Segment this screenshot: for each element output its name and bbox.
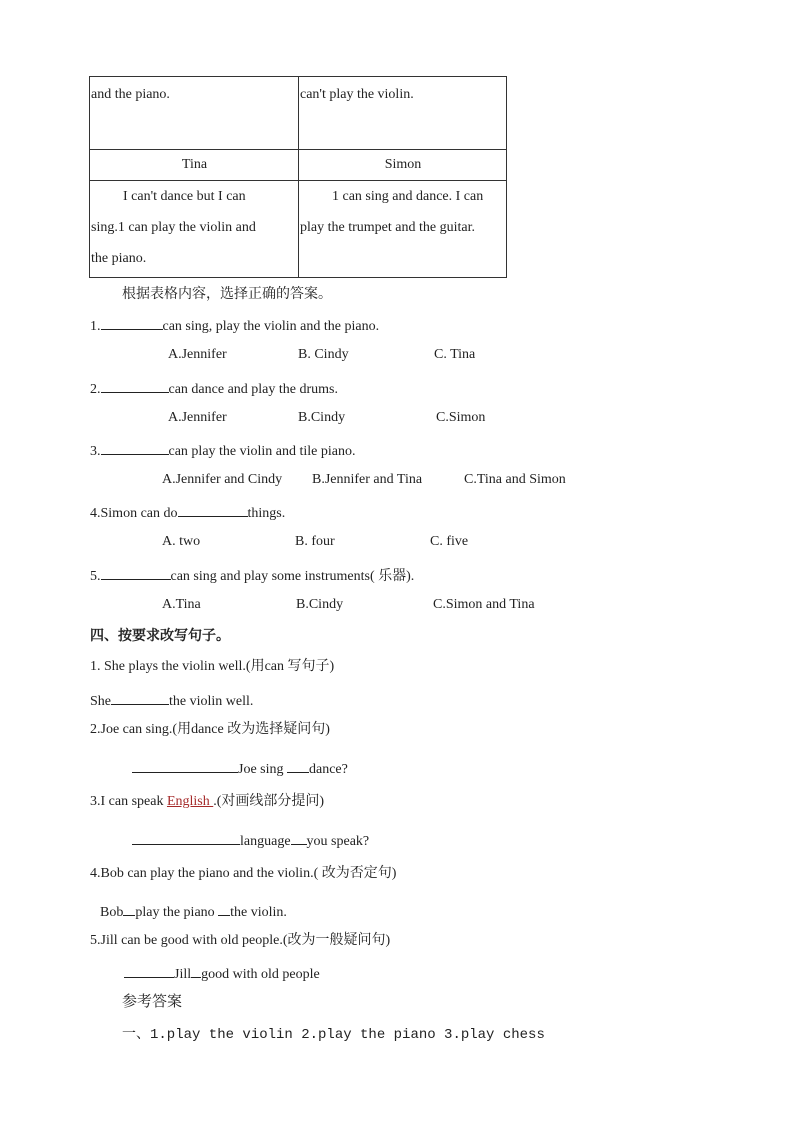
question-5 bbox=[90, 566, 414, 585]
question-3 bbox=[90, 441, 356, 460]
question-number: 1. bbox=[90, 319, 101, 334]
option-c[interactable]: C.Tina and Simon bbox=[464, 472, 566, 487]
table-cell bbox=[90, 181, 299, 278]
cell-line: I can't dance but I can bbox=[123, 189, 246, 204]
answer-blank[interactable] bbox=[123, 902, 135, 916]
prompt-text: .(对画线部分提问) bbox=[213, 794, 325, 809]
question-text: can sing and play some instruments( 乐器). bbox=[170, 569, 415, 584]
question-2 bbox=[90, 379, 338, 398]
table-cell: and the piano. bbox=[90, 77, 299, 150]
rewrite-prompt-2: 2.Joe can sing.(用dance 改为选择疑问句) bbox=[90, 722, 330, 737]
table-cell bbox=[299, 181, 507, 278]
section-heading: 四、按要求改写句子。 bbox=[90, 628, 230, 644]
option-b[interactable]: B. Cindy bbox=[298, 347, 349, 362]
answer-blank[interactable] bbox=[291, 831, 307, 845]
option-c[interactable]: C. five bbox=[430, 534, 469, 549]
option-a[interactable]: A.Jennifer and Cindy bbox=[162, 472, 283, 487]
option-c[interactable]: C.Simon and Tina bbox=[433, 597, 535, 612]
answer-blank[interactable] bbox=[287, 759, 309, 773]
answer-text: you speak? bbox=[306, 834, 370, 849]
answer-blank[interactable] bbox=[132, 831, 240, 845]
rewrite-answer-1 bbox=[90, 691, 253, 710]
question-4 bbox=[90, 503, 285, 522]
answer-text: Jill bbox=[174, 967, 192, 982]
question-number: 3. bbox=[90, 444, 101, 459]
answer-blank[interactable] bbox=[218, 902, 230, 916]
answer-text: the violin. bbox=[230, 905, 287, 920]
info-table bbox=[89, 76, 507, 278]
answer-text: She bbox=[90, 694, 111, 709]
rewrite-answer-2 bbox=[132, 759, 348, 778]
question-number: 2. bbox=[90, 382, 101, 397]
rewrite-prompt-3 bbox=[90, 794, 324, 810]
answer-text: dance? bbox=[309, 762, 348, 777]
option-b[interactable]: B.Cindy bbox=[298, 410, 346, 425]
answer-blank[interactable] bbox=[101, 441, 169, 455]
answer-text: the violin well. bbox=[169, 694, 254, 709]
cell-line: the piano. bbox=[91, 251, 147, 266]
answer-blank[interactable] bbox=[124, 964, 174, 978]
table-row bbox=[90, 181, 507, 278]
cell-line: play the trumpet and the guitar. bbox=[300, 220, 475, 235]
answer-blank[interactable] bbox=[101, 566, 171, 580]
question-text: can play the violin and tile piano. bbox=[168, 444, 356, 459]
option-a[interactable]: A. two bbox=[162, 534, 201, 549]
question-1 bbox=[90, 316, 379, 335]
question-text: things. bbox=[247, 506, 286, 521]
option-a[interactable]: A.Jennifer bbox=[168, 347, 227, 362]
answer-blank[interactable] bbox=[101, 379, 169, 393]
answers-line: 一、1.play the violin 2.play the piano 3.play chess bbox=[122, 1027, 545, 1043]
option-c[interactable]: C.Simon bbox=[436, 410, 486, 425]
cell-line: sing.1 can play the violin and bbox=[91, 220, 256, 235]
option-a[interactable]: A.Tina bbox=[162, 597, 201, 612]
answer-blank[interactable] bbox=[178, 503, 248, 517]
rewrite-answer-3 bbox=[132, 831, 369, 850]
option-c[interactable]: C. Tina bbox=[434, 347, 476, 362]
answer-text: language bbox=[240, 834, 291, 849]
rewrite-answer-4 bbox=[100, 902, 287, 921]
option-b[interactable]: B. four bbox=[295, 534, 335, 549]
question-text: can dance and play the drums. bbox=[168, 382, 338, 397]
instruction-text: 根据表格内容，选择正确的答案。 bbox=[122, 286, 332, 302]
rewrite-answer-5 bbox=[124, 964, 320, 983]
table-cell: can't play the violin. bbox=[299, 77, 507, 150]
answer-blank[interactable] bbox=[132, 759, 238, 773]
question-number: 5. bbox=[90, 569, 101, 584]
answer-blank[interactable] bbox=[191, 964, 201, 978]
table-row bbox=[90, 77, 507, 150]
table-row bbox=[90, 150, 507, 181]
answer-text: play the piano bbox=[135, 905, 215, 920]
answer-text: good with old people bbox=[201, 967, 320, 982]
rewrite-prompt-1: 1. She plays the violin well.(用can 写句子) bbox=[90, 659, 335, 674]
prompt-text: 3.I can speak bbox=[90, 794, 167, 809]
option-b[interactable]: B.Jennifer and Tina bbox=[312, 472, 423, 487]
question-number: 4.Simon can do bbox=[90, 506, 178, 521]
answer-blank[interactable] bbox=[111, 691, 169, 705]
rewrite-prompt-5: 5.Jill can be good with old people.(改为一般疑问句) bbox=[90, 933, 391, 948]
table-header-simon: Simon bbox=[299, 150, 507, 181]
answer-text: Joe sing bbox=[238, 762, 284, 777]
cell-line: 1 can sing and dance. I can bbox=[332, 189, 484, 204]
answer-blank[interactable] bbox=[101, 316, 163, 330]
underlined-word: English bbox=[166, 794, 214, 809]
option-a[interactable]: A.Jennifer bbox=[168, 410, 227, 425]
table-header-tina: Tina bbox=[90, 150, 299, 181]
answer-text: Bob bbox=[100, 905, 124, 920]
rewrite-prompt-4: 4.Bob can play the piano and the violin.( 改为否定句) bbox=[90, 866, 397, 881]
question-text: can sing, play the violin and the piano. bbox=[162, 319, 380, 334]
answers-heading: 参考答案 bbox=[122, 992, 183, 1010]
option-b[interactable]: B.Cindy bbox=[296, 597, 344, 612]
